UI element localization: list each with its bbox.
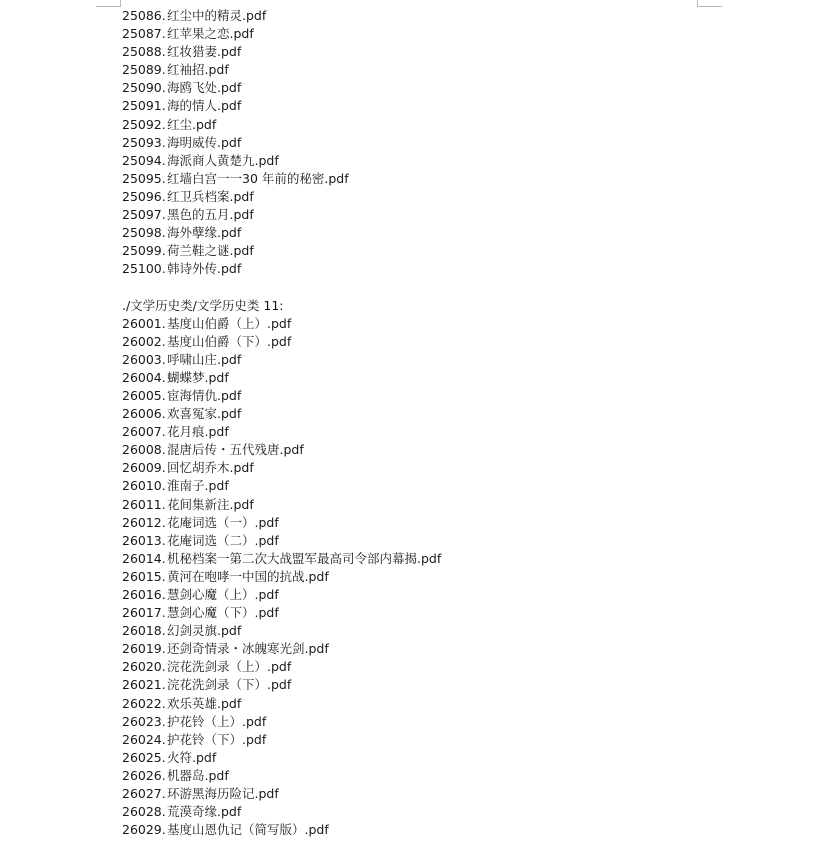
- list-item: [122, 749, 722, 767]
- item-filename: 花间集新注.pdf: [167, 496, 254, 512]
- list-item: [122, 260, 722, 278]
- item-number: 26024.: [122, 731, 166, 747]
- item-filename: 火符.pdf: [167, 749, 217, 765]
- item-number: 26025.: [122, 749, 166, 765]
- item-number: 25097.: [122, 207, 166, 223]
- item-filename: 红妆猎妻.pdf: [167, 44, 242, 60]
- item-filename: 欢乐英雄.pdf: [167, 695, 242, 711]
- item-number: 26023.: [122, 713, 166, 729]
- item-filename: 机器岛.pdf: [167, 767, 229, 783]
- item-number: 26005.: [122, 387, 166, 403]
- list-item: [122, 79, 722, 97]
- item-filename: 海鸥飞处.pdf: [167, 80, 242, 96]
- item-number: 26006.: [122, 406, 166, 422]
- item-number: 25089.: [122, 62, 166, 78]
- item-number: 25092.: [122, 116, 166, 132]
- file-list-block-1: [122, 7, 722, 278]
- list-item: [122, 695, 722, 713]
- list-item: [122, 351, 722, 369]
- item-filename: 幻剑灵旗.pdf: [167, 623, 242, 639]
- list-item: [122, 713, 722, 731]
- item-filename: 荷兰鞋之谜.pdf: [167, 243, 254, 259]
- item-filename: 淮南子.pdf: [167, 478, 229, 494]
- list-item: [122, 767, 722, 785]
- list-item: [122, 369, 722, 387]
- item-filename: 混唐后传・五代残唐.pdf: [167, 442, 304, 458]
- item-filename: 荒漠奇缘.pdf: [167, 804, 242, 820]
- list-item: [122, 586, 722, 604]
- list-item: [122, 676, 722, 694]
- item-filename: 红袖招.pdf: [167, 62, 229, 78]
- list-item: [122, 496, 722, 514]
- item-number: 26022.: [122, 695, 166, 711]
- item-filename: 欢喜冤家.pdf: [167, 406, 242, 422]
- item-number: 26004.: [122, 369, 166, 385]
- item-filename: 回忆胡乔木.pdf: [167, 460, 254, 476]
- list-item: [122, 206, 722, 224]
- list-item: [122, 821, 722, 839]
- item-number: 25086.: [122, 8, 166, 23]
- item-filename: 红尘中的精灵.pdf: [167, 8, 267, 23]
- item-filename: 蝴蝶梦.pdf: [167, 369, 229, 385]
- item-filename: 基度山伯爵（下）.pdf: [167, 333, 292, 349]
- item-filename: 海外孽缘.pdf: [167, 225, 242, 241]
- item-filename: 环游黑海历险记.pdf: [167, 786, 279, 802]
- item-filename: 黑色的五月.pdf: [167, 207, 254, 223]
- item-filename: 宦海情仇.pdf: [167, 387, 242, 403]
- item-number: 25095.: [122, 170, 166, 186]
- item-filename: 慧剑心魔（下）.pdf: [167, 605, 279, 621]
- item-filename: 浣花洗剑录（上）.pdf: [167, 659, 292, 675]
- list-item: [122, 477, 722, 495]
- list-item: [122, 315, 722, 333]
- list-item: [122, 188, 722, 206]
- list-item: [122, 7, 722, 25]
- blank-line: [122, 278, 722, 296]
- item-number: 26007.: [122, 424, 166, 440]
- item-number: 25093.: [122, 134, 166, 150]
- item-number: 26002.: [122, 333, 166, 349]
- item-filename: 慧剑心魔（上）.pdf: [167, 587, 279, 602]
- item-number: 25087.: [122, 26, 166, 42]
- item-filename: 海的情人.pdf: [167, 98, 242, 114]
- list-item: [122, 242, 722, 260]
- list-item: [122, 170, 722, 188]
- item-number: 26020.: [122, 659, 166, 675]
- item-filename: 红墙白宫一一30 年前的秘密.pdf: [167, 170, 349, 186]
- section-heading: ./文学历史类/文学历史类 11:: [122, 297, 284, 313]
- item-number: 26009.: [122, 460, 166, 476]
- item-number: 25096.: [122, 188, 166, 204]
- list-item: [122, 532, 722, 550]
- item-number: 25090.: [122, 80, 166, 96]
- item-filename: 韩诗外传.pdf: [167, 261, 242, 277]
- item-filename: 黄河在咆哮一中国的抗战.pdf: [167, 568, 329, 584]
- item-filename: 红苹果之恋.pdf: [167, 26, 254, 42]
- list-item: [122, 550, 722, 568]
- item-number: 26021.: [122, 677, 166, 693]
- item-number: 25094.: [122, 152, 166, 168]
- list-item: [122, 640, 722, 658]
- item-filename: 红卫兵档案.pdf: [167, 188, 254, 204]
- list-item: [122, 387, 722, 405]
- item-number: 26011.: [122, 496, 166, 512]
- item-number: 26017.: [122, 605, 166, 621]
- item-number: 26014.: [122, 550, 166, 566]
- list-item: [122, 333, 722, 351]
- list-item: [122, 134, 722, 152]
- page-corner-mark-right: [697, 0, 722, 7]
- item-filename: 浣花洗剑录（下）.pdf: [167, 677, 292, 693]
- item-filename: 海派商人黄楚九.pdf: [167, 152, 279, 168]
- list-item: [122, 459, 722, 477]
- item-filename: 花月痕.pdf: [167, 424, 229, 440]
- document-body: [122, 7, 722, 839]
- item-filename: 基度山恩仇记（简写版）.pdf: [167, 822, 329, 838]
- list-item: [122, 116, 722, 134]
- item-number: 25100.: [122, 261, 166, 277]
- item-number: 25098.: [122, 225, 166, 241]
- item-filename: 呼啸山庄.pdf: [167, 351, 242, 367]
- list-item: [122, 785, 722, 803]
- item-number: 25088.: [122, 44, 166, 60]
- list-item: [122, 224, 722, 242]
- list-item: [122, 803, 722, 821]
- list-item: [122, 731, 722, 749]
- list-item: [122, 441, 722, 459]
- list-item: [122, 152, 722, 170]
- list-item: [122, 423, 722, 441]
- item-filename: 机秘档案一第二次大战盟军最高司令部内幕揭.pdf: [167, 550, 442, 566]
- list-item: [122, 405, 722, 423]
- item-number: 26015.: [122, 568, 166, 584]
- item-number: 26026.: [122, 767, 166, 783]
- list-item: [122, 61, 722, 79]
- item-number: 26019.: [122, 641, 166, 657]
- item-number: 26016.: [122, 587, 166, 602]
- item-number: 26003.: [122, 351, 166, 367]
- list-item: [122, 514, 722, 532]
- item-filename: 红尘.pdf: [167, 116, 217, 132]
- list-item: [122, 568, 722, 586]
- item-number: 26001.: [122, 315, 166, 331]
- list-item: [122, 622, 722, 640]
- item-filename: 花庵词选（二）.pdf: [167, 532, 279, 548]
- item-filename: 基度山伯爵（上）.pdf: [167, 315, 292, 331]
- item-number: 25099.: [122, 243, 166, 259]
- page-corner-mark-left: [96, 0, 121, 7]
- item-number: 26013.: [122, 532, 166, 548]
- item-filename: 还剑奇情录・冰魄寒光剑.pdf: [167, 641, 329, 657]
- item-number: 25091.: [122, 98, 166, 114]
- list-item: [122, 97, 722, 115]
- item-number: 26012.: [122, 514, 166, 530]
- item-number: 26027.: [122, 786, 166, 802]
- item-number: 26010.: [122, 478, 166, 494]
- item-number: 26029.: [122, 822, 166, 838]
- item-filename: 护花铃（上）.pdf: [167, 713, 267, 729]
- list-item: [122, 658, 722, 676]
- item-number: 26028.: [122, 804, 166, 820]
- item-filename: 护花铃（下）.pdf: [167, 731, 267, 747]
- item-filename: 花庵词选（一）.pdf: [167, 514, 279, 530]
- list-item: [122, 604, 722, 622]
- list-item: [122, 25, 722, 43]
- item-filename: 海明威传.pdf: [167, 134, 242, 150]
- item-number: 26008.: [122, 442, 166, 458]
- item-number: 26018.: [122, 623, 166, 639]
- file-list-block-2: [122, 315, 722, 840]
- list-item: [122, 43, 722, 61]
